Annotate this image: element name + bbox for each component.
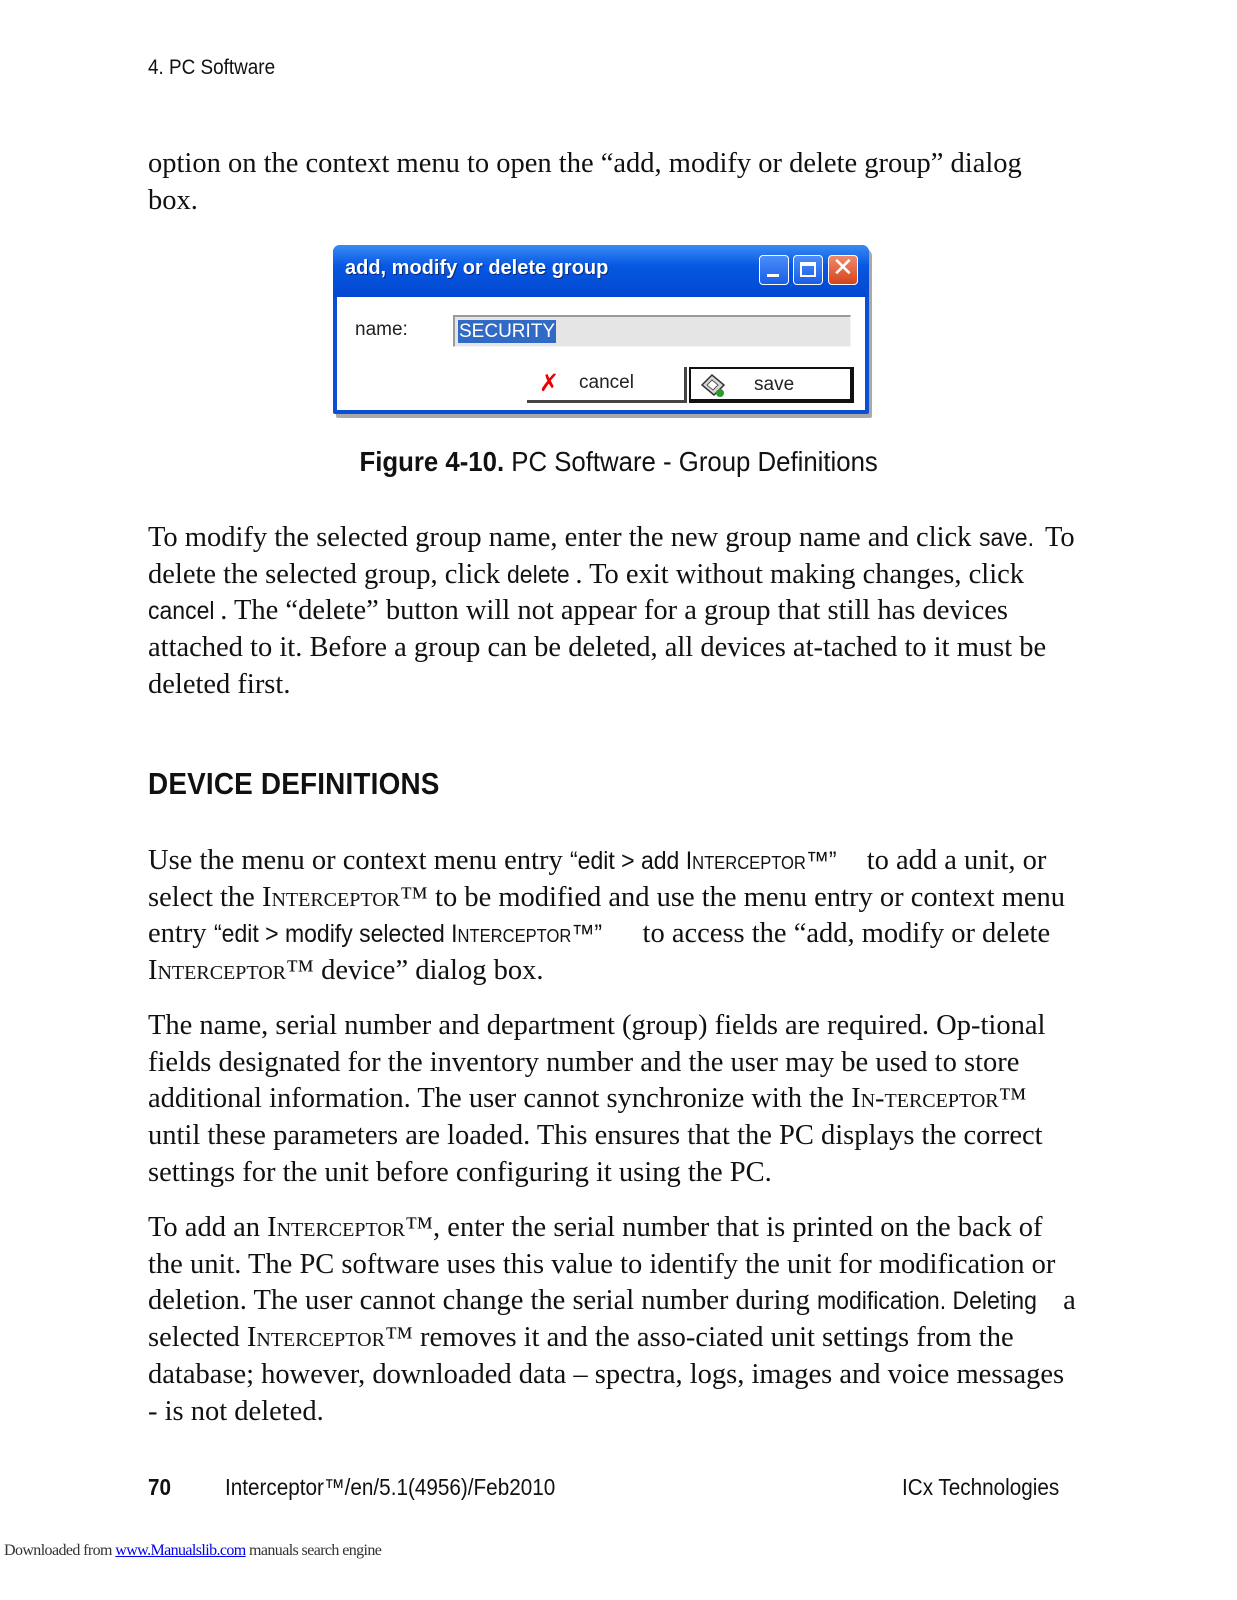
device-paragraph-2: The name, serial number and department (group) fields are required. Op-tional fields designated for the inventory number and the user may be used to store additional information. The user cannot synchronize with the In-terceptor™ until these parameters are loaded. This ensures that the PC displays the correct settings for the unit before configuring it using the PC.	[148, 1010, 1046, 1188]
footer-company: ICx Technologies	[902, 1474, 1060, 1500]
page-header: 4. PC Software	[148, 56, 276, 79]
device-paragraph-3: To add an Interceptor™, enter the serial number that is printed on the back of the unit. The PC software uses this value to identify the unit for modification or deletion. The user cannot change the serial number during modification. Deleting a selected Interceptor™ removes it and the asso-ciated unit settings from the database; however, downloaded data – spectra, logs, images and voice messages - is not deleted.	[148, 1212, 1076, 1427]
maximize-button[interactable]	[793, 255, 823, 285]
manualslib-link[interactable]: www.Manualslib.com	[115, 1542, 246, 1559]
minimize-icon	[767, 274, 779, 277]
close-icon: ✕	[832, 253, 854, 283]
section-heading: DEVICE DEFINITIONS	[148, 766, 440, 801]
figure-caption	[0, 446, 1237, 478]
minimize-button[interactable]	[759, 255, 789, 285]
disk-save-icon	[698, 371, 728, 405]
group-dialog	[333, 245, 869, 414]
dialog-title: add, modify or delete group	[345, 257, 609, 279]
download-notice: Downloaded from www.Manualslib.com manuals search engine	[4, 1542, 382, 1559]
red-x-icon: ✗	[539, 369, 560, 397]
figure-number: Figure 4-10.	[359, 446, 504, 477]
device-paragraph-1: Use the menu or context menu entry “edit > add Interceptor™” to add a unit, or select the Interceptor™ to be modified and use the menu entry or context menu entry “edit > modify selected Interceptor™” to access the “add, modify or delete Interceptor™ device” dialog box.	[148, 845, 1066, 987]
footer-page-number: 70	[148, 1474, 172, 1500]
name-input[interactable]	[453, 315, 851, 347]
group-paragraph: To modify the selected group name, enter the new group name and click save. To delete the selected group, click delete . To exit without making changes, click cancel . The “delete” button will not appear for a group that still has devices attached to it. Before a group can be deleted, all devices at-tached to it must be deleted first.	[148, 522, 1075, 700]
cancel-button[interactable]	[527, 367, 687, 403]
save-button-label: save	[754, 374, 795, 395]
figure-title: PC Software - Group Definitions	[511, 446, 878, 477]
dialog-titlebar[interactable]	[333, 245, 869, 297]
name-input-value: SECURITY	[459, 321, 556, 342]
footer-doc-id: Interceptor™/en/5.1(4956)/Feb2010	[225, 1474, 556, 1500]
close-button[interactable]	[828, 255, 858, 285]
name-label: name:	[355, 319, 408, 340]
save-button[interactable]	[689, 367, 854, 403]
intro-paragraph: option on the context menu to open the “add, modify or delete group” dialog box.	[148, 148, 1022, 216]
maximize-icon	[800, 262, 816, 277]
cancel-button-label: cancel	[579, 372, 634, 393]
dialog-body	[337, 297, 865, 410]
